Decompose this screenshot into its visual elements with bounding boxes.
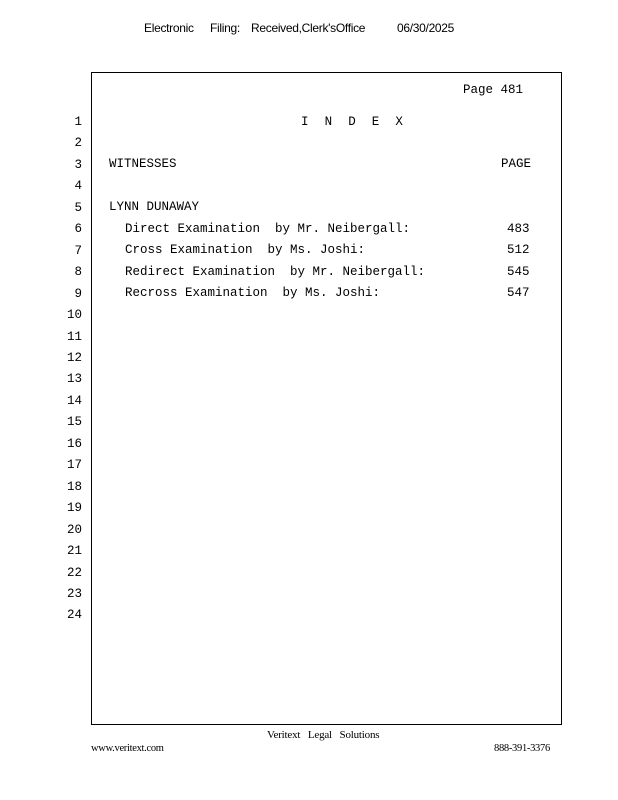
line-number: 16 — [66, 436, 82, 451]
line-number: 9 — [74, 286, 82, 301]
index-title: I N D E X — [301, 115, 408, 129]
witness-name: LYNN DUNAWAY — [109, 200, 200, 214]
examination-entry: Direct Examination by Mr. Neibergall: — [125, 222, 411, 236]
line-number: 8 — [74, 265, 82, 280]
footer-phone: 888-391-3376 — [494, 743, 550, 754]
line-number: 3 — [74, 157, 82, 172]
footer-company-name: Veritext Legal Solutions — [267, 729, 380, 741]
line-number: 10 — [66, 308, 82, 322]
examination-page: 545 — [507, 265, 530, 279]
line-number: 7 — [74, 243, 82, 258]
filing-stamp-electronic: Electronic — [144, 21, 194, 35]
filing-stamp-received: Received,Clerk'sOffice — [251, 21, 366, 35]
line-number: 17 — [66, 458, 82, 473]
transcript-page-number: Page 481 — [463, 83, 524, 97]
electronic-filing-stamp — [0, 21, 618, 37]
line-number: 11 — [66, 329, 82, 344]
line-number: 20 — [66, 522, 82, 537]
line-number: 24 — [66, 608, 82, 623]
line-number: 14 — [66, 393, 82, 408]
line-number: 12 — [66, 350, 82, 365]
line-number: 1 — [74, 115, 82, 129]
line-number: 18 — [66, 479, 82, 494]
line-number: 19 — [66, 501, 82, 516]
line-number: 5 — [74, 200, 82, 215]
examination-entry: Redirect Examination by Mr. Neibergall: — [125, 265, 426, 279]
line-number: 6 — [74, 222, 82, 237]
line-number: 15 — [66, 415, 82, 430]
examination-page: 547 — [507, 286, 530, 300]
line-number: 4 — [74, 179, 82, 194]
line-number: 13 — [66, 372, 82, 387]
filing-stamp-filing: Filing: — [210, 21, 240, 35]
filing-stamp-date: 06/30/2025 — [397, 21, 455, 35]
line-number: 21 — [66, 544, 82, 558]
examination-entry: Cross Examination by Ms. Joshi: — [125, 243, 366, 257]
line-number: 23 — [66, 586, 82, 601]
witnesses-column-header: WITNESSES — [109, 157, 177, 171]
examination-page: 483 — [507, 222, 530, 236]
examination-entry: Recross Examination by Ms. Joshi: — [125, 286, 381, 300]
page-column-header: PAGE — [501, 157, 532, 171]
footer-website: www.veritext.com — [91, 743, 164, 754]
examination-page: 512 — [507, 243, 530, 257]
line-number: 22 — [66, 565, 82, 580]
line-number: 2 — [74, 136, 82, 151]
